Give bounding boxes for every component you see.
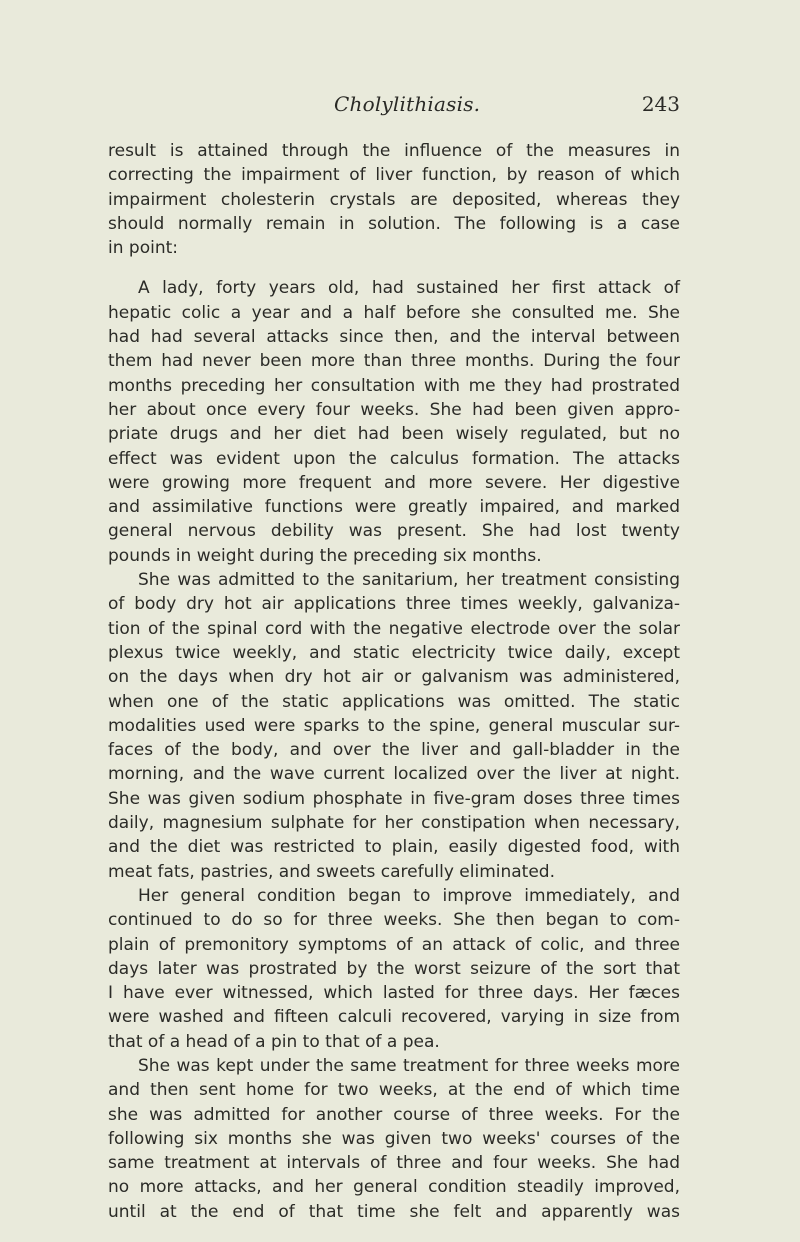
text-line: on the days when dry hot air or galvanism was administered, [108,667,680,688]
text-line: following six months she was given two weeks' courses of the [108,1128,680,1149]
text-line: should normally remain in solution. The following is a case [108,213,680,234]
text-line: morning, and the wave current localized over the liver at night. [108,764,680,785]
text-line: and assimilative functions were greatly impaired, and marked [108,497,680,518]
paragraph [108,1054,680,1224]
text-line: She was kept under the same treatment for three weeks more [138,1055,680,1076]
text-line: hepatic colic a year and a half before she consulted me. She [108,302,680,323]
text-line: were washed and fifteen calculi recovered, varying in size from [108,1007,680,1028]
text-line: of body dry hot air applications three times weekly, galvaniza- [108,594,680,615]
text-line: days later was prostrated by the worst seizure of the sort that [108,958,680,979]
text-line: She was given sodium phosphate in five-gram doses three times [108,788,680,809]
text-line: correcting the impairment of liver function, by reason of which [108,165,680,186]
text-line: them had never been more than three months. During the four [108,351,680,372]
text-line: months preceding her consultation with me they had prostrated [108,375,680,396]
paragraph [108,276,680,568]
paragraph [108,568,680,884]
text-line: when one of the static applications was omitted. The static [108,691,680,712]
text-line: same treatment at intervals of three and four weeks. She had [108,1153,680,1174]
running-title: Cholylithiasis. [334,92,481,116]
text-line: modalities used were sparks to the spine, general muscular sur- [108,715,680,736]
text-line: impairment cholesterin crystals are deposited, whereas they [108,189,680,210]
text-line: until at the end of that time she felt and apparently was [108,1201,680,1222]
text-line: had had several attacks since then, and the interval between [108,327,680,348]
text-line: her about once every four weeks. She had been given appro- [108,399,680,420]
text-line: daily, magnesium sulphate for her constipation when necessary, [108,813,680,834]
text-line: tion of the spinal cord with the negative electrode over the solar [108,618,680,639]
text-line: result is attained through the influence of the measures in [108,141,680,161]
text-line: effect was evident upon the calculus formation. The attacks [108,448,680,469]
text-line: were growing more frequent and more severe. Her digestive [108,472,680,493]
text-line: pounds in weight during the preceding six months. [108,545,542,566]
text-line: plexus twice weekly, and static electricity twice daily, except [108,642,680,663]
text-line: no more attacks, and her general condition steadily improved, [108,1177,680,1198]
body-text [108,139,680,1224]
text-line: general nervous debility was present. She had lost twenty [108,521,680,542]
text-line: plain of premonitory symptoms of an attack of colic, and three [108,934,680,955]
text-line: that of a head of a pin to that of a pea. [108,1031,440,1052]
text-line: and the diet was restricted to plain, easily digested food, with [108,837,680,858]
text-line: A lady, forty years old, had sustained her first attack of [138,278,680,299]
text-line: priate drugs and her diet had been wisely regulated, but no [108,424,680,445]
page-number: 243 [641,92,680,116]
text-line: I have ever witnessed, which lasted for three days. Her fæces [108,983,680,1004]
paragraph [108,139,680,260]
paragraph [108,884,680,1054]
paragraph-gap [108,260,680,276]
text-line: meat fats, pastries, and sweets carefully eliminated. [108,861,556,882]
text-line: she was admitted for another course of three weeks. For the [108,1104,680,1125]
text-line: She was admitted to the sanitarium, her treatment consisting [138,570,680,591]
text-line: in point: [108,238,178,259]
text-line: Her general condition began to improve immediately, and [138,885,680,906]
text-line: faces of the body, and over the liver and gall-bladder in the [108,740,680,761]
text-line: continued to do so for three weeks. She then began to com- [108,910,680,931]
page-header [108,92,680,122]
text-line: and then sent home for two weeks, at the end of which time [108,1080,680,1101]
